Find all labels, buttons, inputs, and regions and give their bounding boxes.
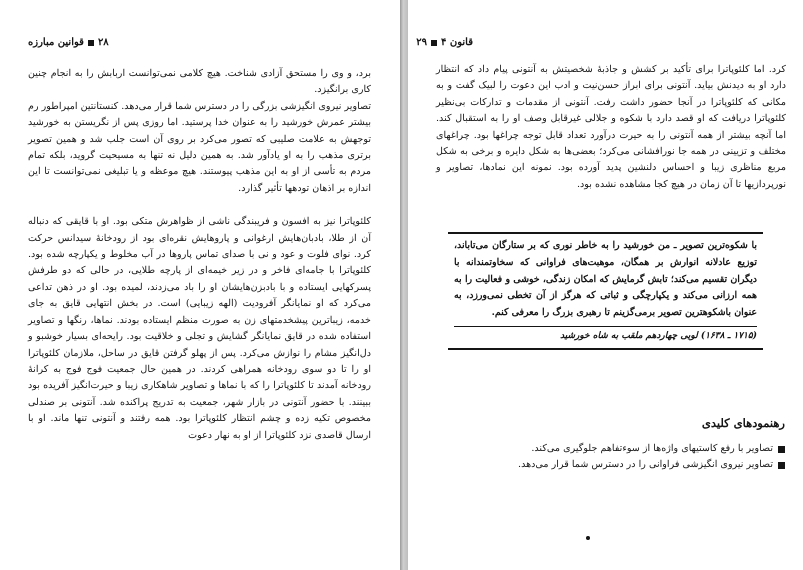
left-book-page bbox=[0, 0, 400, 570]
paragraph-gap bbox=[28, 197, 371, 214]
paragraph: تصاویر نیروی انگیزشی بزرگی را در دسترس شما قرار می‌دهد. کنستانتین امپراطور رم بیشتر عمرش خورشید را به عنوان خدا پرستید. اما روزی پس از نگریستن به خورشید توجهش به علامت صلیبی که تصور می‌کرد بر روی آن است جلب شد و همین تصویر برتری مذهب را به او یادآور شد. به همین دلیل نه تنها به مسیحیت گروید، بلکه تمام مردم به تأسی از او به این مذهب پیوستند. هیچ موعظه و یا تبلیغی نمی‌توانست تا این اندازه بر اذهان تودهها تأثیر گذارد. bbox=[28, 100, 371, 194]
square-bullet-icon bbox=[778, 446, 785, 453]
right-book-page bbox=[408, 0, 803, 570]
quote-text: با شکوه‌ترین تصویر ـ من خورشید را به خاطر نوری که بر ستارگان می‌تاباند، توزیع عادلانه انوارش بر همگان، موهبت‌های فراوانی که سخاوتمندانه با دیگران تقسیم می‌کند؛ تابش گرمایش که امکان زندگی، خوشی و فعالیت را به همه ارزانی می‌کند و یکپارچگی و ثباتی که هرگز از آن تخطی نمی‌ورزد، به عنوان باشکوهترین تصویر برمی‌گزینم تا رهبری بزرگ را معرفی کنم. bbox=[454, 240, 757, 319]
chapter-title: قانون ۴ bbox=[441, 37, 473, 48]
square-bullet-icon bbox=[778, 462, 785, 469]
section-title: رهنمودهای کلیدی bbox=[701, 416, 785, 430]
page-header bbox=[28, 37, 109, 48]
page-dot-mark bbox=[586, 536, 590, 540]
list-item bbox=[455, 441, 785, 457]
chapter-title: قوانین مبارزه bbox=[28, 37, 84, 48]
list-item-text: تصاویر نیروی انگیزشی فراوانی را در دسترس شما قرار می‌دهد. bbox=[518, 459, 773, 470]
page-header bbox=[416, 37, 473, 48]
paragraph: کلئوپاترا نیز به افسون و فریبندگی ناشی از ظواهرش متکی بود. او با قایقی که دنباله آن از طلا، بادبان‌هایش ارغوانی و پاروهایش نقره‌ای بود از رودخانهٔ سیدانس حرکت کرد. نوای فلوت و عود و نی با صدای تماس پاروها در آب مخلوط و یکپارچه شده بود. کلئوپاترا با جامه‌ای فاخر و در زیر خیمه‌ای از پارچه طلایی، در حالی که دو طرفش پسرکهایی ایستاده و با بادبزن‌هایشان او را باد می‌زدند، لمیده بود. او در ذهن تداعی می‌کرد که او نمایانگر آفرودیت (الهه زیبایی) است. در بخش انتهایی قایق به جای خدمه، زیباترین پیشخدمتهای زن به صورت منظم ایستاده بودند. نماها، رنگها و تصاویر استفاده شده در قایق نمایانگر گشایش و تجلی و خلاقیت بود. رایحه‌ای بسیار خوشبو و دل‌انگیز مشام را نوازش می‌کرد. پس از پهلو گرفتن قایق در ساحل، ملازمان کلئوپاترا او را تا دو سوی رودخانه همراهی کردند. در همین حال جمعیت فوج فوج به کرانهٔ رودخانه آمدند تا کلئوپاترا را که با نماها و تصاویر شاهکاری زیبا و حیرت‌انگیز آفریده بود ببینند. با حضور آنتونی در بازار شهر، جمعیت به تدریج پراکنده شد. آنتونی بر صندلی مخصوص تکیه زده و چشم انتظار کلئوپاترا بود. همه رفتند و آنتونی تنها ماند. او با ارسال قاصدی نزد کلئوپاترا از او به نهار دعوت bbox=[28, 216, 371, 441]
square-bullet-icon bbox=[431, 40, 437, 46]
square-bullet-icon bbox=[88, 40, 94, 46]
page-number: ۲۸ bbox=[97, 37, 109, 48]
page-number: ۲۹ bbox=[416, 37, 428, 48]
quote-box bbox=[448, 232, 763, 350]
book-gutter bbox=[400, 0, 408, 570]
list-item bbox=[455, 457, 785, 473]
paragraph: کرد. اما کلئوپاترا برای تأکید بر کشش و جاذبهٔ شخصیتش به آنتونی پیام داد که انتظار دارد او به دیدنش بیاید. آنتونی برای ابراز حسن‌نیت و ادب این دعوت را لبیک گفت و به مکانی که کلئوپاترا در آنجا حضور داشت رفت. آنتونی از مقدمات و تدارکات بی‌نظیر کلئوپاترا دریافت که او قصد دارد با شکوه و جلالی غیرقابل وصف او را به استقبال کند. اما آنچه بیشتر از همه آنتونی را به حیرت درآورد تعداد قابل توجه چراغها بود. چراغهای مختلف و تزیینی در همه جا نورافشانی می‌کرد؛ بعضی‌ها به شکل دایره و برخی به شکل مربع مناظری زیبا و احساس دلنشین پدید آورده بود. نمونه این نمادها، تصاویر و نورپردازیها تا آن زمان در هیچ کجا مشاهده نشده بود. bbox=[436, 64, 786, 190]
page-body-text bbox=[436, 62, 786, 193]
quote-citation: (۱۷۱۵ ـ ۱۶۳۸) لویی چهاردهم ملقب به شاه خورشید bbox=[454, 326, 757, 345]
key-guidelines-list bbox=[455, 441, 785, 473]
list-item-text: تصاویر با رفع کاستیهای واژه‌ها از سوءتفاهم جلوگیری می‌کند. bbox=[531, 443, 773, 454]
paragraph: برد، و وی را مستحق آزادی شناخت. هیچ کلامی نمی‌توانست اربابش را به انجام چنین کاری برانگیزد. bbox=[28, 68, 371, 96]
page-body-text bbox=[28, 66, 371, 444]
